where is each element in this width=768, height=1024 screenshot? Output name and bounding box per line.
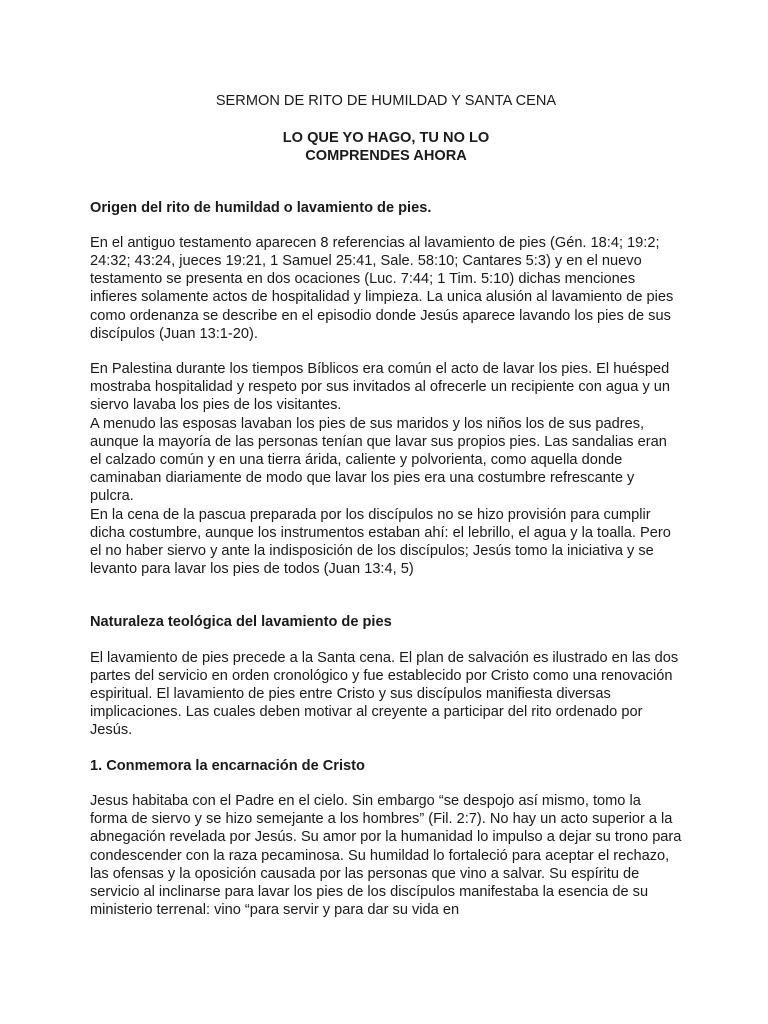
section-heading-origin: Origen del rito de humildad o lavamiento de pies. bbox=[90, 199, 432, 216]
paragraph-origin-3: A menudo las esposas lavaban los pies de sus maridos y los niños los de sus padres, aunque la mayoría de las personas tenían que lavar sus propios pies. Las sandalias eran el calzado común y en una tierra árida, caliente y polvorienta, como aquella donde caminaban diariamente de modo que lavar los pies era una costumbre refrescante y pulcra. bbox=[90, 415, 667, 505]
subtitle-line-2: COMPRENDES AHORA bbox=[305, 148, 467, 165]
section-heading-naturaleza: Naturaleza teológica del lavamiento de pies bbox=[90, 614, 392, 631]
paragraph-origin-2: En Palestina durante los tiempos Bíblicos era común el acto de lavar los pies. El huésped mostraba hospitalidad y respeto por sus invitados al ofrecerle un recipiente con agua y un siervo lavaba los pies de los visitantes. bbox=[90, 361, 671, 414]
paragraph-encarnacion-1: Jesus habitaba con el Padre en el cielo. Sin embargo “se despojo así mismo, tomo la forma de siervo y se hizo semejante a los hombres” (Fil. 2:7). No hay un acto superior a la abnegación revelada por Jesús. Su amor por la humanidad lo impulso a dejar su trono para condescender con la raza pecaminosa. Su humildad lo fortaleció para aceptar el rechazo, las ofensas y la oposición causada por las personas que vino a salvar. Su espíritu de servicio al inclinarse para lavar los pies de los discípulos manifestaba la esencia de su ministerio terrenal: vino “para servir y para dar su vida en bbox=[90, 792, 682, 919]
paragraph-naturaleza-1: El lavamiento de pies precede a la Santa cena. El plan de salvación es ilustrado en las dos partes del servicio en orden cronológico y fue establecido por Cristo como una renovación espiritual. El lavamiento de pies entre Cristo y sus discípulos manifiesta diversas implicaciones. Las cuales deben motivar al creyente a participar del rito ordenado por Jesús. bbox=[90, 649, 679, 739]
section-heading-encarnacion: 1. Conmemora la encarnación de Cristo bbox=[90, 757, 365, 774]
paragraph-origin-4: En la cena de la pascua preparada por los discípulos no se hizo provisión para cumplir dicha costumbre, aunque los instrumentos estaban ahí: el lebrillo, el agua y la toalla. Pero el no haber siervo y ante la indisposición de los discípulos; Jesús tomo la iniciativa y se levanto para lavar los pies de todos (Juan 13:4, 5) bbox=[90, 506, 671, 578]
document-title: SERMON DE RITO DE HUMILDAD Y SANTA CENA bbox=[215, 93, 557, 109]
section-spacer bbox=[90, 578, 682, 613]
subtitle-line-1: LO QUE YO HAGO, TU NO LO bbox=[282, 130, 490, 147]
paragraph-origin-1: En el antiguo testamento aparecen 8 referencias al lavamiento de pies (Gén. 18:4; 19:2; 24:32; 43:24, jueces 19:21, 1 Samuel 25:41, Sale. 58:10; Cantares 5:3) y en el nuevo testamento se presenta en dos ocaciones (Luc. 7:44; 1 Tim. 5:10) dichas menciones infieres solamente actos de hospitalidad y limpieza. La unica alusión al lavamiento de pies como ordenanza se describe en el episodio donde Jesús aparece lavando los pies de sus discípulos (Juan 13:1-20). bbox=[90, 234, 674, 342]
document-subtitle bbox=[90, 129, 682, 165]
document-page bbox=[90, 92, 682, 919]
